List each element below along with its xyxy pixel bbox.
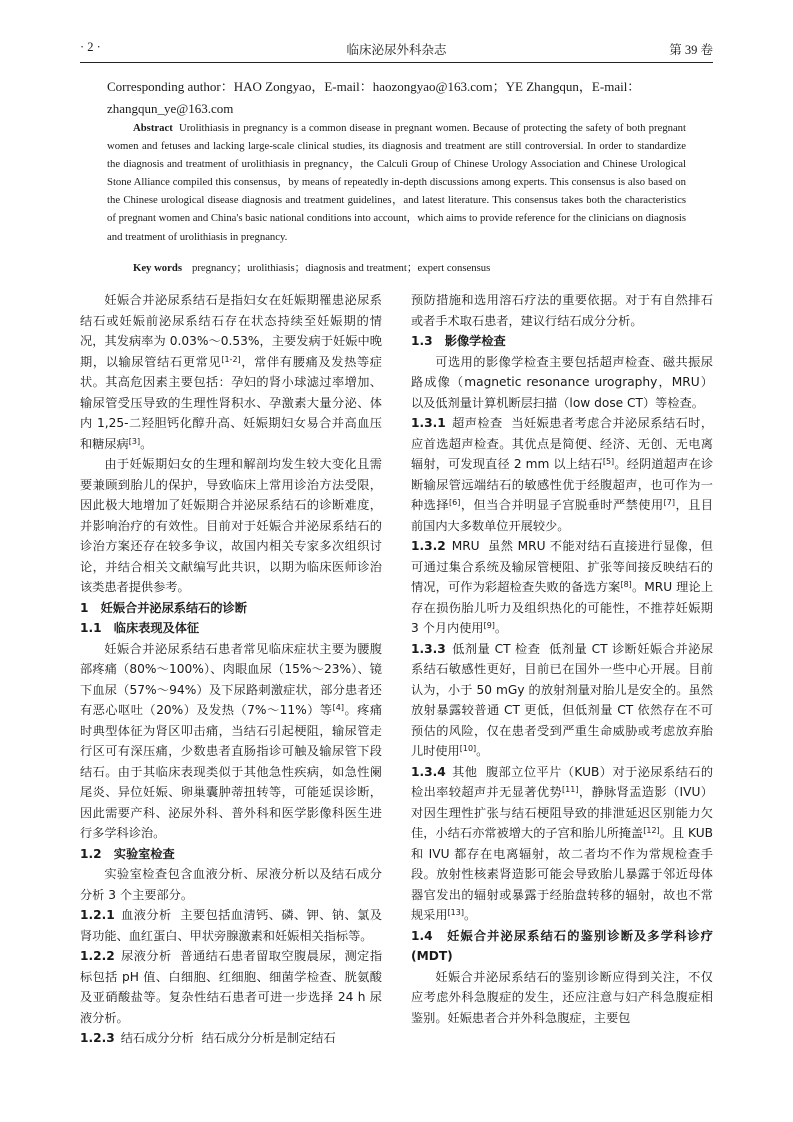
citation[interactable]: [8] [620,580,632,589]
section-number: 1.3.1 [411,416,446,430]
intro-paragraph-2: 由于妊娠期妇女的生理和解剖均发生较大变化且需要兼顾到胎儿的保护，导致临床上常用诊治方法受限，因此极大地增加了妊娠期合并泌尿系结石的诊断难度，并影响治疗的有效性。目前对于妊娠合并泌尿系结石的诊治方案还存在较多争议，故国内相关专家多次组织讨论，并结合相关文献编写此共识，以期为临床医师诊治该类患者提供参考。 [80,457,382,594]
abstract-indent [107,122,133,134]
citation[interactable]: [13] [447,908,464,917]
section-1-2-text: 实验室检查包含血液分析、尿液分析以及结石成分分析 3 个主要部分。 [80,867,382,902]
section-1-3-2: 1.3.2 MRU 虽然 MRU 不能对结石直接进行显像，但可通过集合系统及输尿管梗阻、扩张等间接反映结石的情况，可作为彩超检查失败的备选方案[8]。MRU 理论上存在损伤胎儿听力及组织热化的可能性，不推荐妊娠期 3 个月内使用[9]。 [411,539,714,635]
section-number: 1.3.4 [411,764,446,779]
section-number: 1.2.2 [80,949,115,963]
section-1-1-text: 妊娠合并泌尿系结石患者常见临床症状主要为腰腹部疼痛（80%～100%）、肉眼血尿（15%～23%）、镜下血尿（57%～94%）及下尿路刺激症状，部分患者还有恶心呕吐（20%）及发热（7%～11%）等[4]。疼痛时典型体征为肾区叩击痛，当结石引起梗阻，输尿管走行区可有深压痛，少数患者直肠指诊可触及输尿管下段结石。由于其临床表现类似于其他急性疾病，如急性阑尾炎、异位妊娠、卵巢囊肿蒂扭转等，可能延误诊断，因此需要产科、泌尿外科、普外科和医学影像科医生进行多学科诊治。 [80,641,383,840]
section-1-3-4: 1.3.4 其他 腹部立位平片（KUB）对于泌尿系结石的检出率较超声并无显著优势[11]，静脉肾盂造影（IVU）对因生理性扩张与结石梗阻导致的排泄延迟区别能力欠佳，小结石亦常被增大的子宫和胎儿所掩盖[12]。且 KUB 和 IVU 都存在电离辐射，故二者均不作为常规检查手段。放射性核素肾造影可能会导致胎儿暴露于邻近母体器官发出的辐射或暴露于经胎盘转移的辐射，故也不常规采用[13]。 [411,764,714,922]
section-number: 1.3.2 [411,539,446,553]
abstract [107,119,686,246]
section-title: MRU [451,539,480,553]
section-1-2-3: 1.2.3 结石成分分析 结石成分分析是制定结石 [80,1031,336,1045]
section-number: 1.2.1 [80,908,115,922]
section-1-3-heading: 1.3 影像学检查 [411,334,506,348]
citation[interactable]: [10] [459,744,477,753]
continued-paragraph: 预防措施和选用溶石疗法的重要依据。对于有自然排石或者手术取石患者，建议行结石成分分析。 [411,293,713,328]
section-1-2-2: 1.2.2 尿液分析 普通结石患者留取空腹晨尿，测定指标包括 pH 值、白细胞、红细胞、细菌学检查、胱氨酸及亚硝酸盐等。复杂性结石患者可进一步选择 24 h 尿液分析。 [80,949,383,1025]
abstract-text: Urolithiasis in pregnancy is a common disease in pregnant women. Because of protecting the safety of both pregnant women and fetuses and lacking large-scale clinical studies, its diagnosis and treatment are still controversial. In order to standardize the diagnosis and treatment of urolithiasis in pregnancy，the Calculi Group of Chinese Urology Association and Chinese Urological Stone Alliance compiled this consensus，by means of repeatedly in-depth discussions among experts. This consensus is also based on the Chinese urological disease diagnosis and treatment guidelines，and latest literature. This consensus takes both the characteristics of pregnant women and China's basic national conditions into account，which aims to provide reference for the clinicians on diagnosis and treatment of urolithiasis in pregnancy. [107,122,686,243]
section-number: 1.3.3 [411,641,446,656]
section-1-3-text: 可选用的影像学检查主要包括超声检查、磁共振尿路成像（magnetic resonance urography，MRU）以及低剂量计算机断层扫描（low dose CT）等检查。 [411,354,713,410]
citation[interactable]: [3] [128,436,141,446]
section-title: 其他 [451,764,478,779]
journal-title: 临床泌尿外科杂志 [346,43,447,57]
intro-paragraph-1: 妊娠合并泌尿系结石是指妇女在妊娠期罹患泌尿系结石或妊娠前泌尿系结石存在状态持续至妊娠期的情况，其发病率为 0.03%～0.53%，主要发病于妊娠中晚期，以输尿管结石更常见[1-2]，常伴有腰痛及发热等症状。其高危因素主要包括：孕妇的肾小球滤过率增加、输尿管受压导致的生理性肾积水、孕激素大量分泌、体内 1,25-二羟胆钙化醇升高、妊娠期妇女易合并高血压和糖尿病[3]。 [80,293,382,451]
citation[interactable]: [5] [602,457,615,466]
section-title: 血液分析 [120,908,172,922]
section-title: 结石成分分析 [120,1031,194,1045]
citation[interactable]: [12] [643,826,660,835]
keywords [133,259,688,277]
page-number: · 2 · [80,40,101,54]
section-1-heading: 1 妊娠合并泌尿系结石的诊断 [80,600,247,615]
section-number: 1.2.3 [80,1031,115,1045]
section-1-2-heading: 1.2 实验室检查 [80,846,175,861]
citation[interactable]: [1-2] [221,354,241,364]
citation[interactable]: [11] [562,785,579,794]
section-title: 尿液分析 [120,949,172,963]
corresponding-author: Corresponding author：HAO Zongyao，E-mail：haozongyao@163.com；YE Zhangqun，E-mail：zhangqun_ye@163.com [107,79,641,116]
abstract-label: Abstract [133,122,173,134]
left-column [80,290,382,1049]
citation[interactable]: [7] [663,498,675,507]
citation[interactable]: [6] [449,498,461,507]
header-rule [80,62,713,63]
section-1-4-heading: 1.4 妊娠合并泌尿系结石的鉴别诊断及多学科诊疗(MDT) [411,928,713,963]
section-1-3-1: 1.3.1 超声检查 当妊娠患者考虑合并泌尿系结石时，应首选超声检查。其优点是简便、经济、无创、无电离辐射，可发现直径 2 mm 以上结石[5]。经阴道超声在诊断输尿管远端结石的敏感性优于经腹超声，也可作为一种选择[6]，但当合并明显子宫脱垂时严禁使用[7]，且目前国内大多数单位开展较少。 [411,416,714,533]
volume-label: 第 39 卷 [669,43,713,57]
section-1-1-heading: 1.1 临床表现及体征 [80,621,200,635]
right-column [411,290,713,1028]
keywords-label: Key words [133,262,182,274]
running-header [80,40,713,60]
section-1-2-1: 1.2.1 血液分析 主要包括血清钙、磷、钾、钠、氯及肾功能、血红蛋白、甲状旁腺激素和妊娠相关指标等。 [80,908,383,943]
citation[interactable]: [9] [483,621,495,630]
section-1-3-3: 1.3.3 低剂量 CT 检查 低剂量 CT 诊断妊娠合并泌尿系结石敏感性更好，目前已在国外一些中心开展。目前认为，小于 50 mGy 的放射剂量对胎儿是安全的。虽然放射暴露较普通 CT 更低，但低剂量 CT 依然存在不可预估的风险，仅在患者受到严重生命威胁或考虑放弃胎儿时使用[10]。 [411,641,714,758]
keywords-text: pregnancy；urolithiasis；diagnosis and treatment；expert consensus [191,262,491,274]
section-1-4-text: 妊娠合并泌尿系结石的鉴别诊断应得到关注，不仅应考虑外科急腹症的发生，还应注意与妇产科急腹症相鉴别。妊娠患者合并外科急腹症，主要包 [411,969,713,1025]
section-title: 低剂量 CT 检查 [451,641,541,656]
section-title: 超声检查 [451,416,503,430]
citation[interactable]: [4] [332,703,344,712]
